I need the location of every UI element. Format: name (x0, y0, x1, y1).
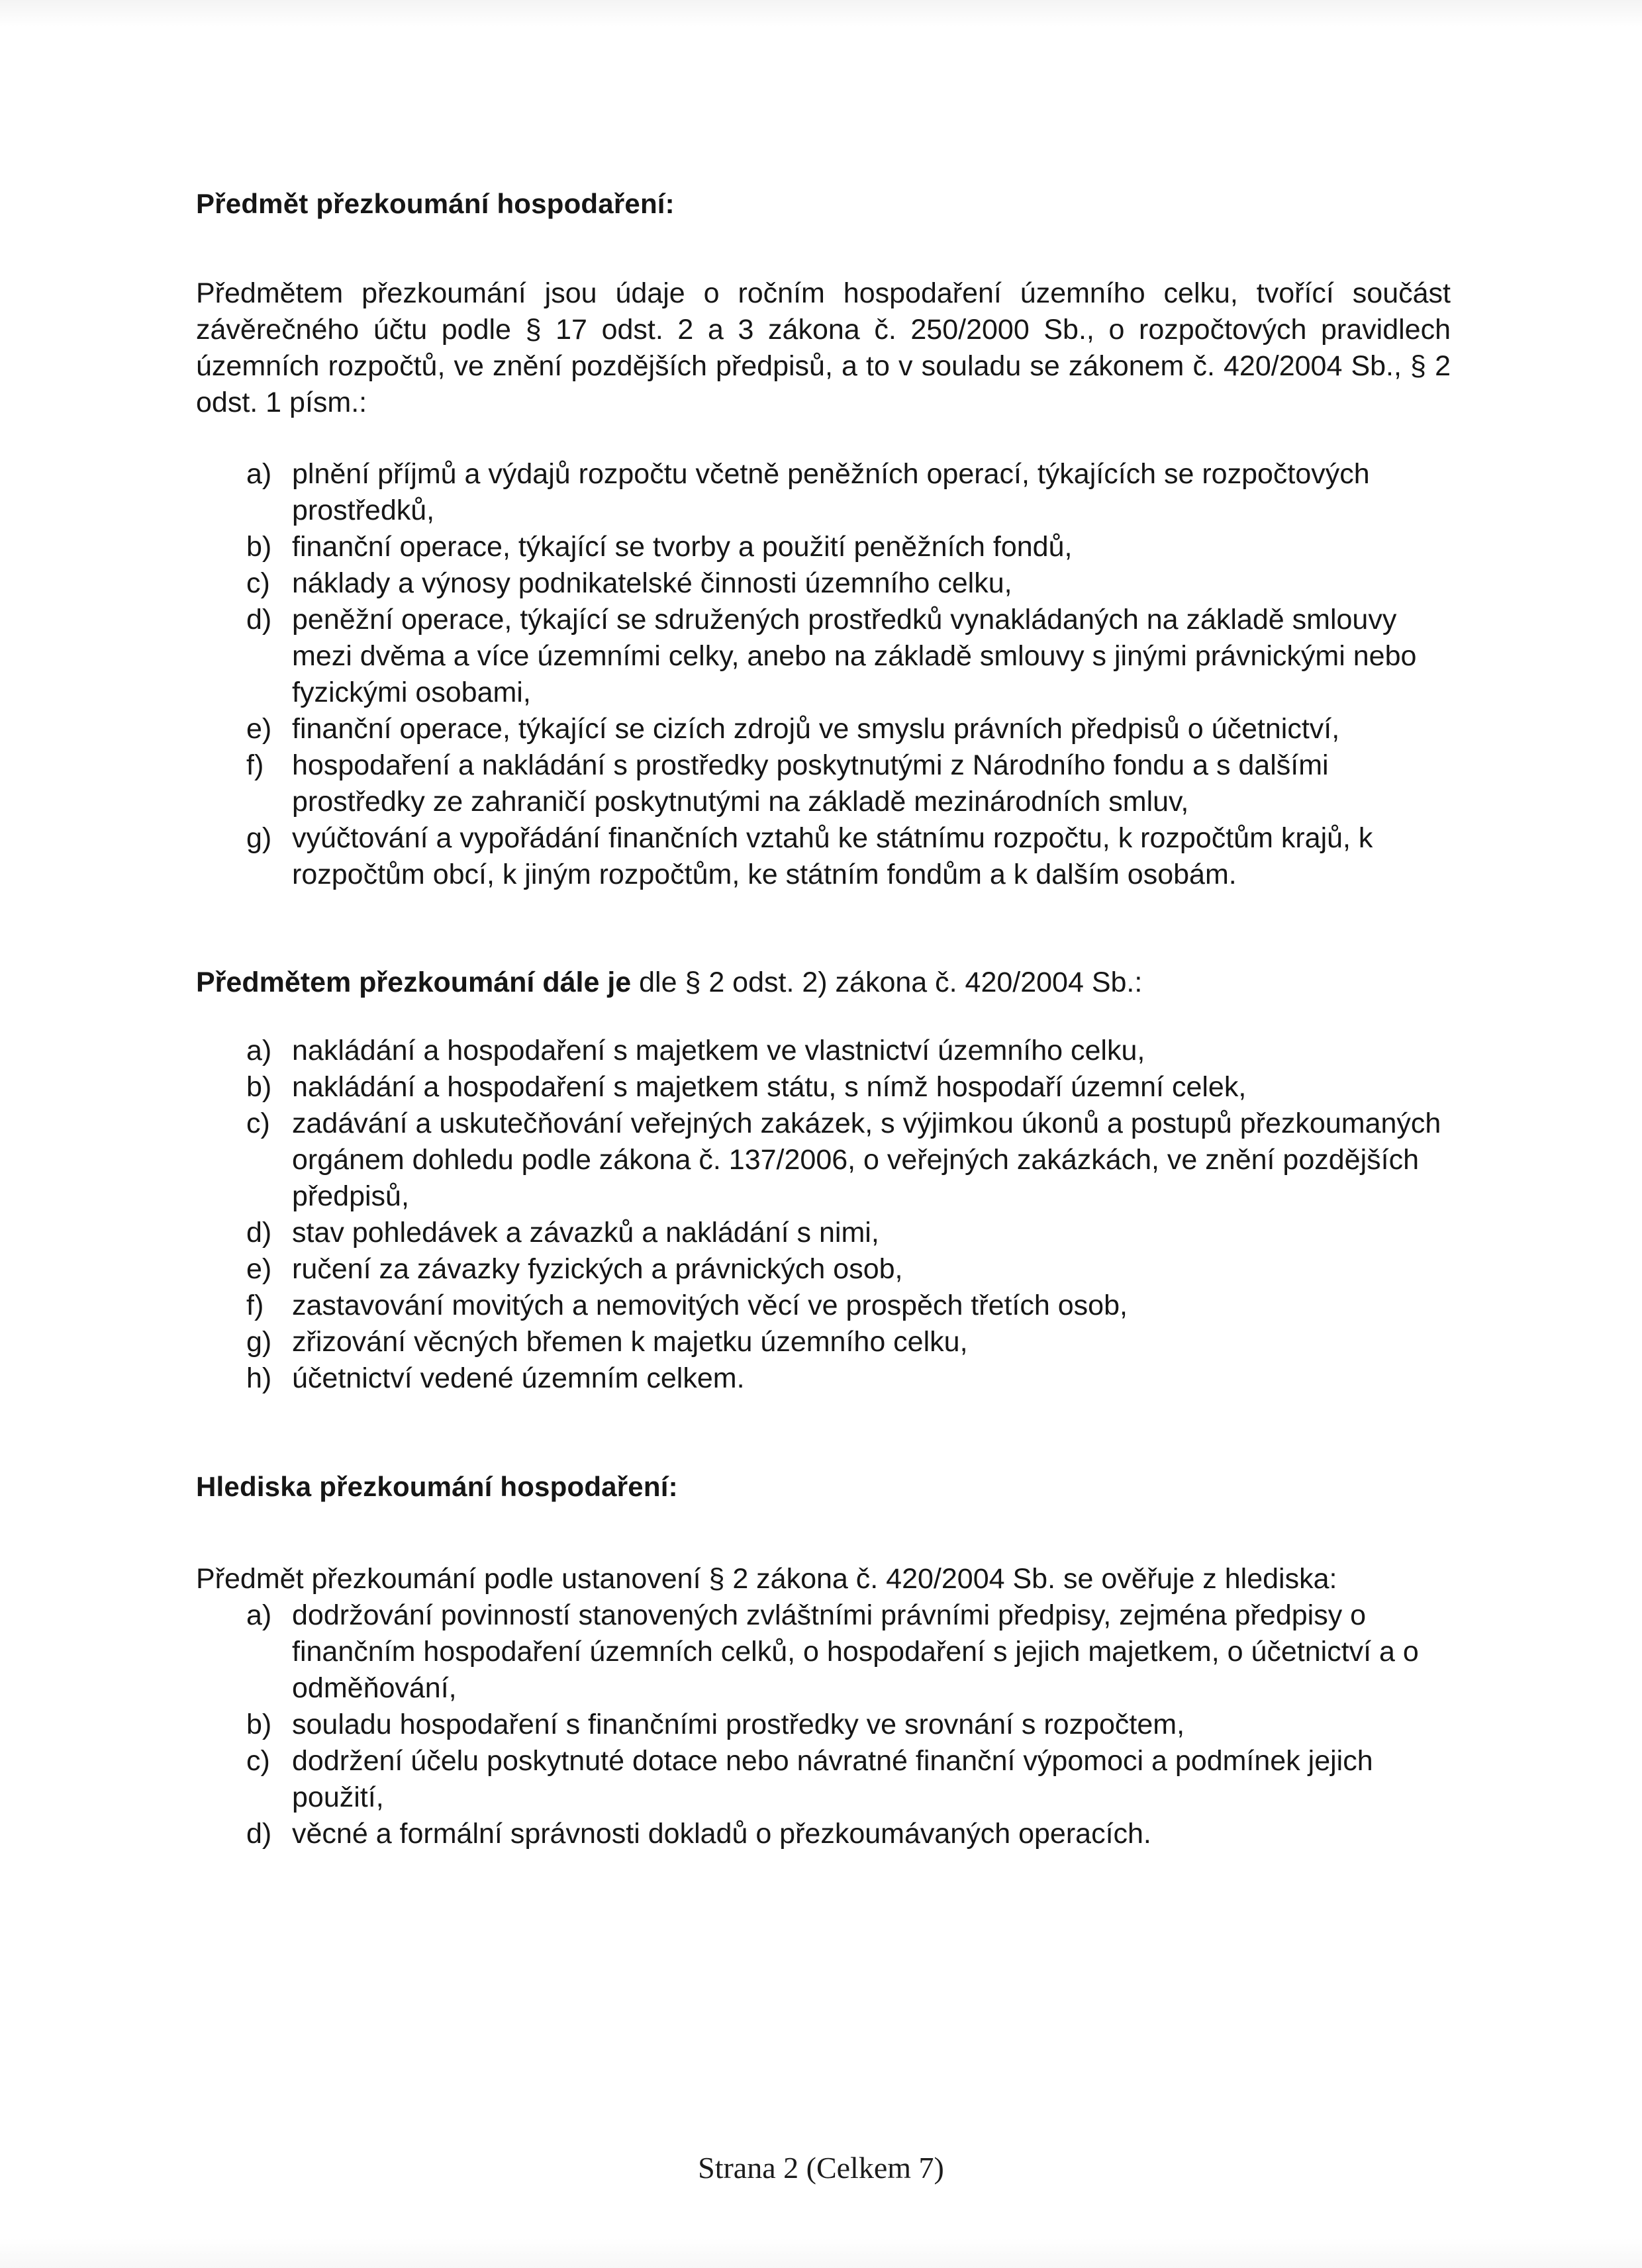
list-marker: e) (246, 1253, 272, 1285)
list-item-text: zřizování věcných břemen k majetku územního celku, (292, 1326, 968, 1358)
list-marker: d) (246, 604, 272, 636)
section-heading-hlediska: Hlediska přezkoumání hospodaření: (196, 1471, 678, 1502)
section2-heading-rest: dle § 2 odst. 2) zákona č. 420/2004 Sb.: (631, 967, 1143, 998)
list-item-text: dodržení účelu poskytnuté dotace nebo návratné finanční výpomoci a podmínek jejich použití, (292, 1745, 1373, 1813)
list-item-text: peněžní operace, týkající se sdružených prostředků vynakládaných na základě smlouvy mezi dvěma a více územními celky, anebo na základě smlouvy s jinými právnickými nebo fyzickými osobami, (292, 604, 1417, 708)
list-item-text: stav pohledávek a závazků a nakládání s nimi, (292, 1217, 879, 1249)
list-item (196, 1743, 1454, 1816)
list-item-text: nakládání a hospodaření s majetkem státu, s nímž hospodaří územní celek, (292, 1071, 1247, 1103)
list-marker: d) (246, 1217, 272, 1249)
list-marker: d) (246, 1818, 272, 1850)
list-item (196, 747, 1454, 820)
list-marker: b) (246, 1709, 272, 1740)
list-marker: c) (246, 1745, 270, 1777)
document-page (196, 185, 1454, 1852)
section-heading-dale (196, 965, 1454, 1001)
list-item (196, 1707, 1454, 1743)
list-item-text: hospodaření a nakládání s prostředky poskytnutými z Národního fondu a s dalšími prostředky ze zahraničí poskytnutými na základě mezinárodních smluv, (292, 749, 1329, 818)
list-item (196, 1251, 1454, 1288)
list-marker: a) (246, 458, 272, 490)
list-item-text: vyúčtování a vypořádání finančních vztahů ke státnímu rozpočtu, k rozpočtům krajů, k rozpočtům obcí, k jiným rozpočtům, ke státním fondům a k dalším osobám. (292, 822, 1373, 890)
page-footer: Strana 2 (Celkem 7) (698, 2151, 944, 2185)
list-item-text: náklady a výnosy podnikatelské činnosti územního celku, (292, 567, 1012, 599)
list-item-text: souladu hospodaření s finančními prostředky ve srovnání s rozpočtem, (292, 1709, 1185, 1740)
list-marker: b) (246, 1071, 272, 1103)
list-item (196, 602, 1454, 711)
list-item (196, 1816, 1454, 1852)
list-item (196, 1106, 1454, 1215)
list-item (196, 1215, 1454, 1251)
list-item (196, 529, 1454, 565)
list-marker: f) (246, 1290, 264, 1321)
list-item (196, 565, 1454, 602)
list-item-text: plnění příjmů a výdajů rozpočtu včetně peněžních operací, týkajících se rozpočtových prostředků, (292, 458, 1370, 526)
list-item-text: zadávání a uskutečňování veřejných zakázek, s výjimkou úkonů a postupů přezkoumaných orgánem dohledu podle zákona č. 137/2006, o veřejných zakázkách, ve znění pozdějších předpisů, (292, 1108, 1441, 1212)
list-item-text: dodržování povinností stanovených zvláštními právními předpisy, zejména předpisy o finančním hospodaření územních celků, o hospodaření s jejich majetkem, o účetnictví a o odměňování, (292, 1599, 1419, 1704)
list-marker: c) (246, 567, 270, 599)
list-item-text: nakládání a hospodaření s majetkem ve vlastnictví územního celku, (292, 1035, 1145, 1066)
section3-list (196, 1597, 1454, 1852)
section1-list (196, 456, 1454, 893)
section2-heading-bold: Předmětem přezkoumání dále je (196, 967, 632, 998)
list-item (196, 1597, 1454, 1707)
list-item (196, 1360, 1454, 1397)
list-item-text: finanční operace, týkající se tvorby a použití peněžních fondů, (292, 531, 1073, 563)
section-heading-predmet: Předmět přezkoumání hospodaření: (196, 188, 675, 219)
list-item (196, 711, 1454, 747)
list-marker: g) (246, 1326, 272, 1358)
section3-intro: Předmět přezkoumání podle ustanovení § 2 zákona č. 420/2004 Sb. se ověřuje z hlediska: (196, 1563, 1337, 1595)
section2-list (196, 1033, 1454, 1397)
list-item (196, 820, 1454, 893)
list-marker: g) (246, 822, 272, 854)
list-item (196, 1069, 1454, 1106)
list-item-text: finanční operace, týkající se cizích zdrojů ve smyslu právních předpisů o účetnictví, (292, 713, 1340, 745)
list-marker: h) (246, 1362, 272, 1394)
list-marker: a) (246, 1035, 272, 1066)
list-item (196, 1324, 1454, 1360)
list-item (196, 1288, 1454, 1324)
section1-paragraph: Předmětem přezkoumání jsou údaje o ročním hospodaření územního celku, tvořící součást závěrečného účtu podle § 17 odst. 2 a 3 zákona č. 250/2000 Sb., o rozpočtových pravidlech územních rozpočtů, ve znění pozdějších předpisů, a to v souladu se zákonem č. 420/2004 Sb., § 2 odst. 1 písm.: (196, 277, 1451, 418)
list-item-text: účetnictví vedené územním celkem. (292, 1362, 745, 1394)
list-marker: e) (246, 713, 272, 745)
list-marker: f) (246, 749, 264, 781)
list-item-text: ručení za závazky fyzických a právnických osob, (292, 1253, 903, 1285)
list-item-text: zastavování movitých a nemovitých věcí ve prospěch třetích osob, (292, 1290, 1128, 1321)
list-marker: c) (246, 1108, 270, 1139)
list-marker: a) (246, 1599, 272, 1631)
list-item (196, 456, 1454, 529)
list-item (196, 1033, 1454, 1069)
list-item-text: věcné a formální správnosti dokladů o přezkoumávaných operacích. (292, 1818, 1151, 1850)
list-marker: b) (246, 531, 272, 563)
